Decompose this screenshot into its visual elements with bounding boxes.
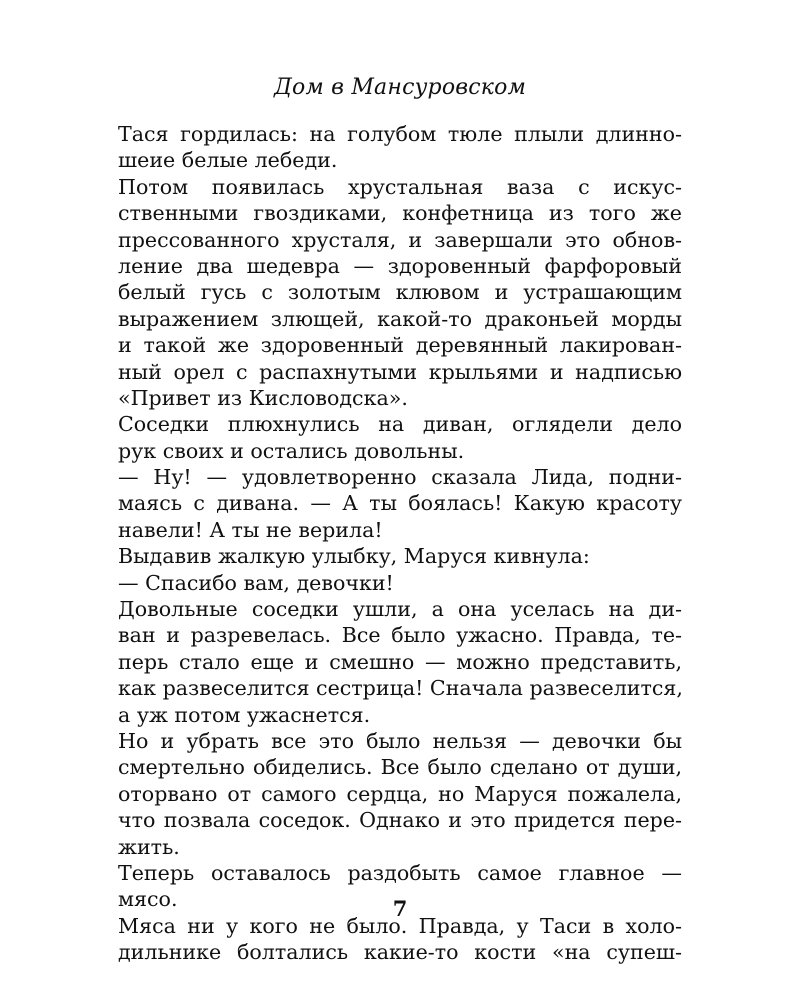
text-line: шеие белые лебеди. <box>118 148 338 173</box>
text-line: оторвано от самого сердца, но Маруся пожалела, <box>118 781 682 806</box>
text-line: смертельно обиделись. Все было сделано от души, <box>118 755 682 780</box>
text-line: ный орел с распахнутыми крыльями и надписью <box>118 359 682 384</box>
running-header: Дом в Мансуровском <box>273 75 527 100</box>
text-line: — Ну! — удовлетворенно сказала Лида, подни- <box>118 465 682 490</box>
text-line: навели! А ты не верила! <box>118 517 383 542</box>
text-line: белый гусь с золотым клювом и устрашающим <box>118 280 682 305</box>
text-line: мясо. <box>118 887 178 912</box>
text-line: и такой же здоровенный деревянный лакирован- <box>118 333 682 358</box>
text-line: как развеселится сестрица! Сначала развеселится, <box>118 676 683 701</box>
text-line: выражением злющей, какой-то драконьей морды <box>118 306 682 331</box>
text-line: Но и убрать все это было нельзя — девочки бы <box>118 728 682 753</box>
text-line: ван и разревелась. Все было ужасно. Правда, те- <box>118 623 682 648</box>
text-line: Теперь оставалось раздобыть самое главное — <box>118 860 682 885</box>
text-line: Довольные соседки ушли, а она уселась на ди- <box>118 597 682 622</box>
text-line: Соседки плюхнулись на диван, оглядели дело <box>118 412 682 437</box>
text-line: Мяса ни у кого не было. Правда, у Таси в холо- <box>118 913 682 938</box>
text-line: Выдавив жалкую улыбку, Маруся кивнула: <box>118 544 590 569</box>
text-line: маясь с дивана. — А ты боялась! Какую красоту <box>118 491 682 516</box>
text-line: что позвала соседок. Однако и это придется пере- <box>118 808 682 833</box>
page-number: 7 <box>392 896 408 921</box>
text-line: рук своих и остались довольны. <box>118 438 465 463</box>
text-line: жить. <box>118 834 180 859</box>
text-line: перь стало еще и смешно — можно представить, <box>118 649 682 674</box>
text-line: ственными гвоздиками, конфетница из того же <box>118 201 682 226</box>
text-line: — Спасибо вам, девочки! <box>118 570 394 595</box>
text-line: Тася гордилась: на голубом тюле плыли длинно- <box>118 122 682 146</box>
text-line: дильнике болтались какие-то кости «на супеш- <box>118 940 682 965</box>
text-line: ление два шедевра — здоровенный фарфоровый <box>118 253 682 278</box>
text-line: «Привет из Кисловодска». <box>118 385 408 410</box>
body-text <box>118 121 682 966</box>
text-line: прессованного хрусталя, и завершали это обнов- <box>118 227 682 252</box>
text-line: Потом появилась хрустальная ваза с искус- <box>118 174 682 199</box>
text-line: а уж потом ужаснется. <box>118 702 371 727</box>
